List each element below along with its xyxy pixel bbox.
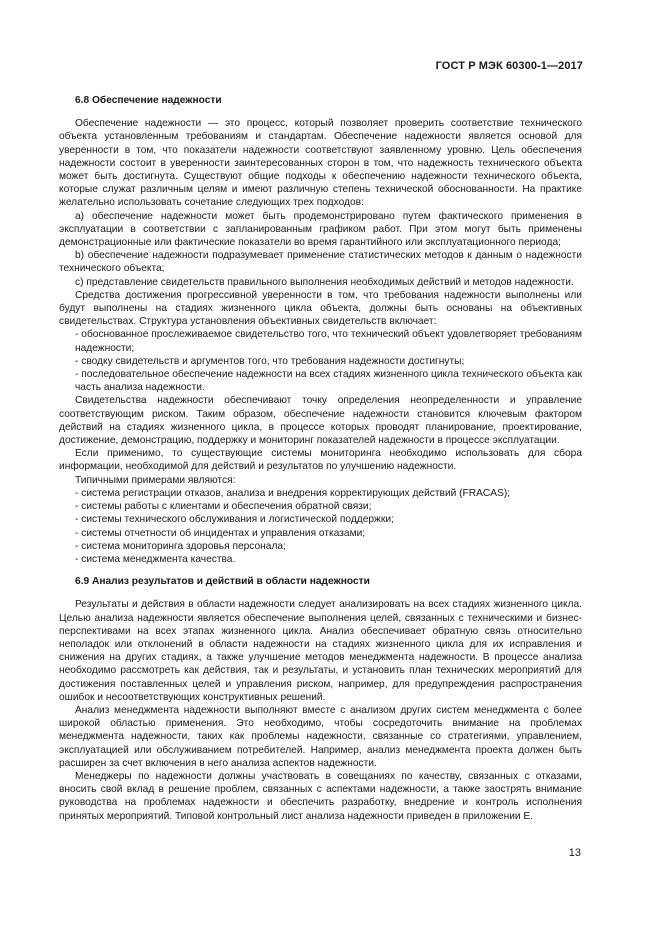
paragraph: a) обеспечение надежности может быть продемонстрировано путем фактического применения в эксплуатации в соответствии с запланированным графиком работ. При этом могут быть применены демонстрационные или фактические показатели во время гарантийного или эксплуатационного периода; xyxy=(59,210,582,249)
paragraph: Анализ менеджмента надежности выполняют вместе с анализом других систем менеджмента с более широкой областью применения. Это необходимо, чтобы сосредоточить внимание на проблемах менеджмента надежности, таких как проблемы надежности, связанные со стратегиями, управлением, эксплуатацией или обслуживанием потребителей. Например, анализ менеджмента проекта должен быть расширен за счет включения в него анализа аспектов надежности. xyxy=(59,704,582,769)
list-item: - системы отчетности об инцидентах и управления отказами; xyxy=(75,527,366,539)
document-body xyxy=(59,94,582,823)
list-item: - системы работы с клиентами и обеспечения обратной связи; xyxy=(75,501,372,513)
list-item: - система менеджмента качества. xyxy=(75,553,236,565)
paragraph: Менеджеры по надежности должны участвовать в совещаниях по качеству, связанных с отказами, вносить свой вклад в решение проблем, связанных с аспектами надежности, а также заострять внимание руководства на проблемах надежности и обеспечить разработку, внедрение и контроль исполнения принятых мероприятий. Типовой контрольный лист анализа надежности приведен в приложении Е. xyxy=(59,770,582,822)
paragraph: Результаты и действия в области надежности следует анализировать на всех стадиях жизненного цикла. Целью анализа надежности является обеспечение выполнения целей, связанных с техническими и бизнес-перспективами на всех этапах жизненного цикла. Анализ обеспечивает обратную связь относительно неполадок или отклонений в области надежности на стадиях жизненного цикла для их исправления и снижения на других стадиях, а также улучшение методов менеджмента надежности. В процессе анализа необходимо рассмотреть как действия, так и результаты, и установить план технических мероприятий для достижения поставленных целей и управления риском, например, для предупреждения распространения ошибок и несоответствующих конструктивных решений. xyxy=(59,599,582,703)
list-item: - последовательное обеспечение надежности на всех стадиях жизненного цикла технического объекта как часть анализа надежности. xyxy=(75,369,582,394)
section-body xyxy=(59,117,582,566)
list-item: - системы технического обслуживания и логистической поддержки; xyxy=(75,514,394,526)
list-item: - система регистрации отказов, анализа и внедрения корректирующих действий (FRACAS); xyxy=(75,487,511,499)
document-header: ГОСТ Р МЭК 60300-1—2017 xyxy=(435,60,583,72)
paragraph: Средства достижения прогрессивной уверенности в том, что требования надежности выполнены или будут выполнены на стадиях жизненного цикла объекта, должны быть основаны на объективных свидетельствах. Структура установления объективных свидетельств включает: xyxy=(59,289,582,328)
section-title: 6.8 Обеспечение надежности xyxy=(75,95,222,106)
paragraph: c) представление свидетельств правильного выполнения необходимых действий и методов надежности. xyxy=(75,276,574,288)
list-item: - система мониторинга здоровья персонала; xyxy=(75,540,286,552)
list-item: - сводку свидетельств и аргументов того, что требования надежности достигнуты; xyxy=(75,355,465,367)
page-number: 13 xyxy=(568,847,581,859)
paragraph: b) обеспечение надежности подразумевает применение статистических методов к данным о надежности технического объекта; xyxy=(59,250,582,275)
section-body xyxy=(59,598,582,822)
paragraph: Обеспечение надежности — это процесс, который позволяет проверить соответствие технического объекта установленным требованиям и стандартам. Обеспечение надежности является основой для уверенности в том, что показатели надежности соответствуют заявленному уровню. Цель обеспечения надежности состоит в уверенности заинтересованных сторон в том, что надежность технического объекта может быть достигнута. Существуют общие подходы к обеспечению надежности технического объекта, которые служат различным целям и имеют различную степень технической обоснованности. На практике желательно использовать сочетание следующих трех подходов: xyxy=(59,118,582,209)
list-item: - обоснованное прослеживаемое свидетельство того, что технический объект удовлетворяет требованиям надежности; xyxy=(75,329,582,354)
paragraph: Типичными примерами являются: xyxy=(75,474,236,486)
paragraph: Если применимо, то существующие системы мониторинга необходимо использовать для сбора информации, необходимой для действий и результатов по улучшению надежности. xyxy=(59,448,582,473)
section-title: 6.9 Анализ результатов и действий в области надежности xyxy=(75,576,370,588)
paragraph: Свидетельства надежности обеспечивают точку определения неопределенности и управление соответствующим риском. Таким образом, обеспечение надежности становится ключевым фактором действий на стадиях жизненного цикла, в процессе которых проводят планирование, проектирование, достижение, демонстрацию, поддержку и мониторинг показателей надежности в процессе эксплуатации. xyxy=(59,395,582,447)
